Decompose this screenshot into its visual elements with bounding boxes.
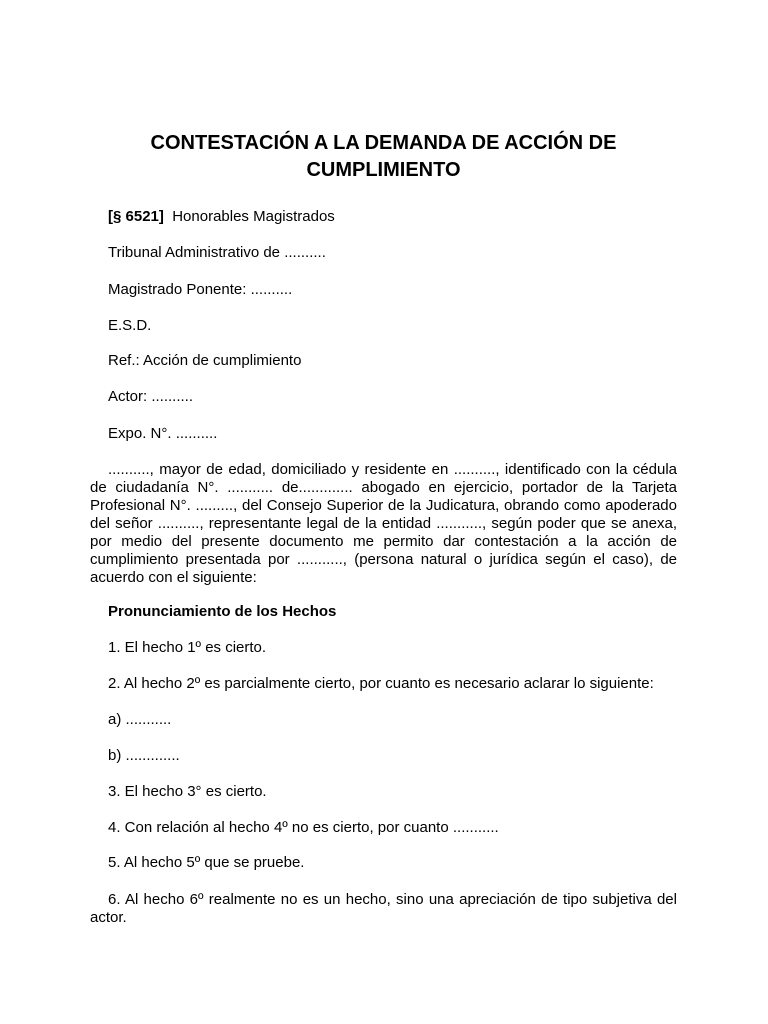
tribunal-line: Tribunal Administrativo de .......... — [108, 244, 326, 261]
section-reference: [§ 6521] — [108, 208, 164, 225]
salutation: Honorables Magistrados — [172, 208, 335, 225]
fact-item-1: 1. El hecho 1º es cierto. — [108, 639, 267, 656]
reference-line: Ref.: Acción de cumplimiento — [108, 352, 302, 369]
salutation-line — [108, 208, 335, 226]
fact-subitem-a: a) ........... — [108, 711, 172, 728]
actor-line: Actor: .......... — [108, 388, 194, 405]
fact-item-6: 6. Al hecho 6º realmente no es un hecho, sino una apreciación de tipo subjetiva del actor. — [90, 891, 677, 926]
document-title: CONTESTACIÓN A LA DEMANDA DE ACCIÓN DE CUMPLIMIENTO — [150, 132, 617, 181]
fact-item-3: 3. El hecho 3° es cierto. — [108, 783, 267, 800]
fact-item-4: 4. Con relación al hecho 4º no es cierto, por cuanto ........... — [108, 819, 499, 836]
intro-paragraph: .........., mayor de edad, domiciliado y residente en .........., identificado con la cédula de ciudadanía N°. ........... de............. abogado en ejercicio, portador de la Tarjeta Profesional N°. ........., del Consejo Superior de la Judicatura, obrando como apoderado del señor .........., representante legal de la entidad ..........., según poder que se anexa, por medio del presente documento me permito dar contestación a la acción de cumplimiento presentada por ..........., (persona natural o jurídica según el caso), de acuerdo con el siguiente: — [90, 461, 677, 586]
expediente-line: Expo. N°. .......... — [108, 425, 218, 442]
section-heading: Pronunciamiento de los Hechos — [108, 603, 337, 620]
fact-item-5: 5. Al hecho 5º que se pruebe. — [108, 854, 305, 871]
esd-line: E.S.D. — [108, 317, 152, 334]
ponente-line: Magistrado Ponente: .......... — [108, 281, 293, 298]
fact-subitem-b: b) ............. — [108, 747, 180, 764]
fact-item-2: 2. Al hecho 2º es parcialmente cierto, por cuanto es necesario aclarar lo siguiente: — [108, 675, 654, 692]
